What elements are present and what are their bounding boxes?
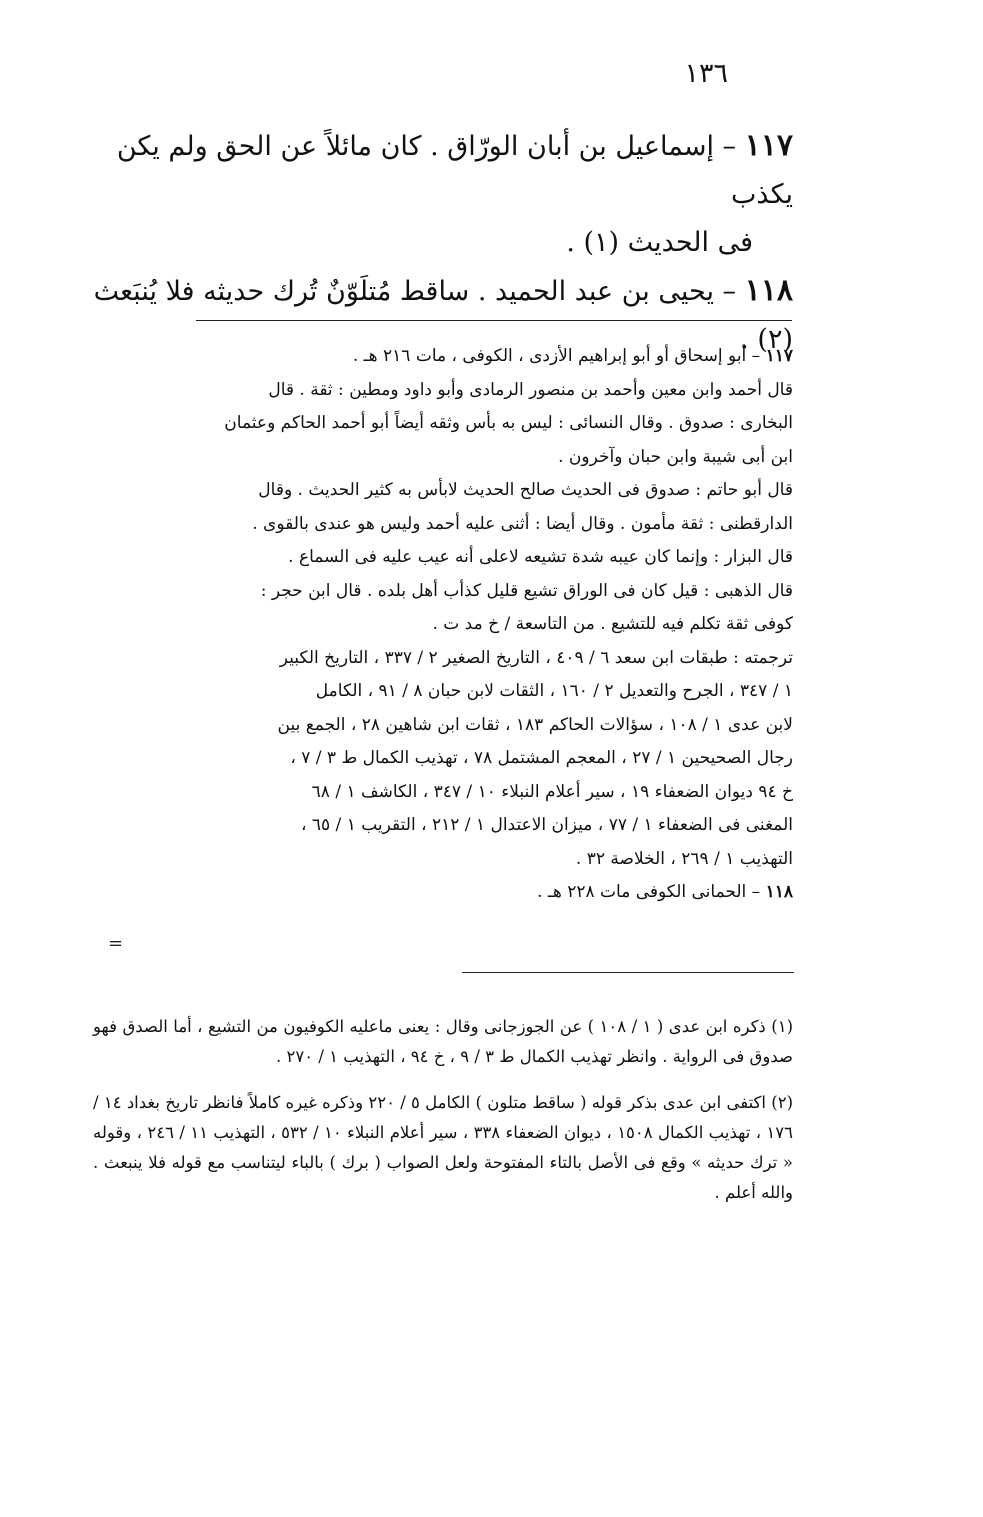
note-line: خ ٩٤ ديوان الضعفاء ١٩ ، سير أعلام النبلاء ١٠ / ٣٤٧ ، الكاشف ١ / ٦٨	[311, 781, 793, 802]
note-line: رجال الصحيحين ١ / ٢٧ ، المعجم المشتمل ٧٨ ، تهذيب الكمال ط ٣ / ٧ ،	[290, 748, 793, 768]
note-number: ١١٧	[765, 346, 793, 366]
separator-rule	[196, 320, 792, 321]
entry-number: ١١٧	[744, 128, 793, 163]
note-line: كوفى ثقة تكلم فيه للتشيع . من التاسعة / خ مد ت .	[432, 614, 793, 634]
footnote-marker: (٢)	[771, 1093, 793, 1112]
entry-117-continuation: فى الحديث (١) .	[566, 227, 753, 258]
footnote-text: ذكره ابن عدى ( ١ / ١٠٨ ) عن الجوزجانى وقال : يعنى ماعليه الكوفيون من التشيع ، أما الصدق فهو صدوق فى الرواية . وانظر تهذيب الكمال ط ٣ / ٩ ، خ ٩٤ ، التهذيب ١ / ٢٧٠ .	[93, 1017, 793, 1066]
note-line: – أبو إسحاق أو أبو إبراهيم الأزدى ، الكوفى ، مات ٢١٦ هـ .	[352, 346, 761, 366]
note-line: التهذيب ١ / ٢٦٩ ، الخلاصة ٣٢ .	[575, 848, 793, 869]
note-line: ١ / ٣٤٧ ، الجرح والتعديل ٢ / ١٦٠ ، الثقات لابن حبان ٨ / ٩١ ، الكامل	[315, 681, 793, 701]
entry-117	[93, 122, 793, 219]
page-number: ١٣٦	[684, 58, 728, 89]
footnotes-section	[93, 1012, 793, 1224]
double-dash-mark: =	[108, 933, 124, 954]
entry-text: – إسماعيل بن أبان الورّاق . كان مائلاً عن الحق ولم يكن يكذب	[116, 131, 793, 210]
footnote-2	[93, 1088, 793, 1208]
note-line: قال أحمد وابن معين وأحمد بن منصور الرمادى وأبو داود ومطين : ثقة . قال	[268, 379, 793, 400]
note-line: قال أبو حاتم : صدوق فى الحديث صالح الحديث لابأس به كثير الحديث . وقال	[258, 480, 793, 500]
footnote-1	[93, 1012, 793, 1072]
note-line: ترجمته : طبقات ابن سعد ٦ / ٤٠٩ ، التاريخ الصغير ٢ / ٣٣٧ ، التاريخ الكبير	[279, 647, 793, 668]
note-number: ١١٨	[765, 882, 793, 902]
note-line: – الحمانى الكوفى مات ٢٢٨ هـ .	[537, 882, 761, 902]
note-line: قال الذهبى : قيل كان فى الوراق تشيع قليل كذأب أهل بلده . قال ابن حجر :	[260, 580, 793, 601]
note-118	[93, 876, 793, 910]
note-line: ابن أبى شيبة وابن حبان وآخرون .	[558, 446, 793, 467]
note-line: قال البزار : وإنما كان عيبه شدة تشيعه لاعلى أنه عيب عليه فى السماع .	[288, 547, 793, 567]
note-line: البخارى : صدوق . وقال النسائى : ليس به بأس وثقه أيضاً أبو أحمد الحاكم وعثمان	[224, 413, 793, 433]
main-entries	[93, 122, 793, 364]
footnote-marker: (١)	[771, 1017, 793, 1036]
entry-text: – يحيى بن عبد الحميد . ساقط مُتلَوّنٌ تُرك حديثه فلا يُنبَعث (٢) .	[93, 276, 793, 355]
note-line: المغنى فى الضعفاء ١ / ٧٧ ، ميزان الاعتدال ١ / ٢١٢ ، التقريب ١ / ٦٥ ،	[300, 815, 793, 835]
notes-section	[93, 340, 793, 910]
entry-number: ١١٨	[744, 273, 793, 308]
footnote-separator-rule	[462, 972, 794, 973]
note-117-header	[93, 340, 793, 374]
note-line: الدارقطنى : ثقة مأمون . وقال أيضا : أثنى عليه أحمد وليس هو عندى بالقوى .	[252, 513, 793, 534]
footnote-text: اكتفى ابن عدى بذكر قوله ( ساقط متلون ) الكامل ٥ / ٢٢٠ وذكره غيره كاملاً فانظر تاريخ بغداد ١٤ / ١٧٦ ، تهذيب الكمال ١٥٠٨ ، ديوان الضعفاء ٣٣٨ ، سير أعلام النبلاء ١٠ / ٥٣٢ ، التهذيب ١١ / ٢٤٦ ، وقوله « ترك حديثه » وقع فى الأصل بالتاء المفتوحة ولعل الصواب ( برك ) بالباء ليتناسب مع قوله فلا ينبعث . والله أعلم .	[93, 1093, 794, 1202]
note-line: لابن عدى ١ / ١٠٨ ، سؤالات الحاكم ١٨٣ ، ثقات ابن شاهين ٢٨ ، الجمع بين	[277, 714, 793, 735]
